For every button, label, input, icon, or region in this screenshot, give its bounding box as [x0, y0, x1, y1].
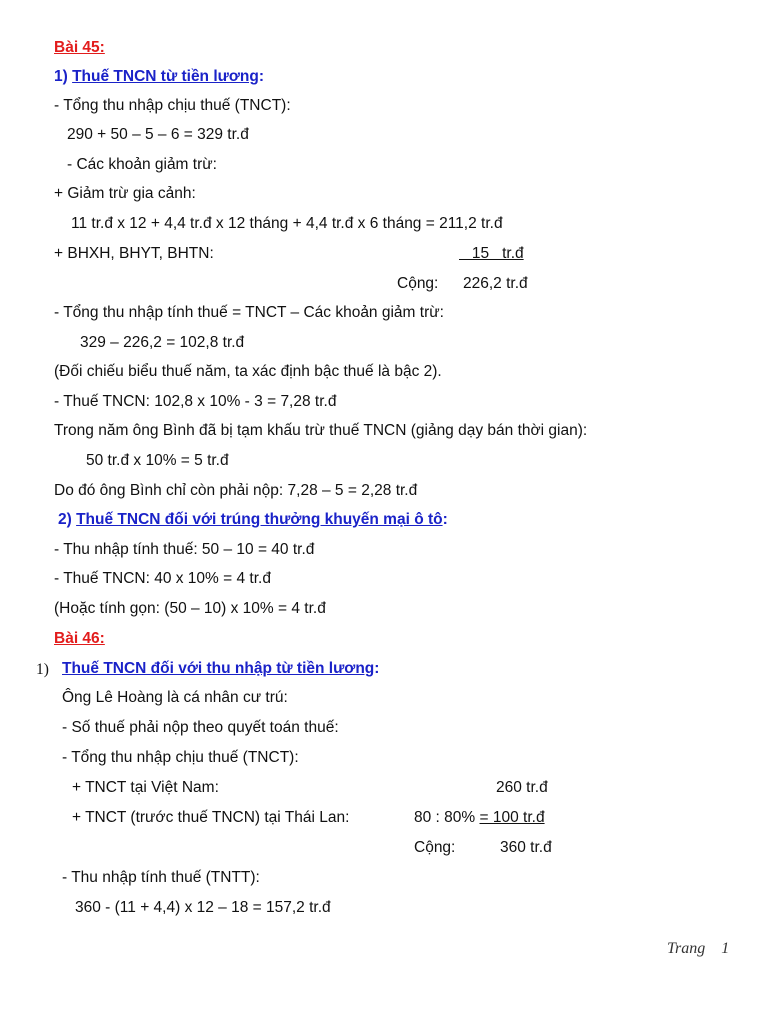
formula-line: 11 tr.đ x 12 + 4,4 tr.đ x 12 tháng + 4,4 tr.đ x 6 tháng = 211,2 tr.đ	[71, 215, 503, 232]
text-line: - Thuế TNCN: 102,8 x 10% - 3 = 7,28 tr.đ	[54, 393, 337, 410]
section-colon: :	[258, 68, 264, 85]
text-line: Trong năm ông Bình đã bị tạm khấu trừ thuế TNCN (giảng dạy bán thời gian):	[54, 422, 588, 439]
exercise-46-section-1-heading	[62, 659, 379, 679]
section-title: Thuế TNCN đối với thu nhập từ tiền lương	[62, 660, 375, 677]
page-footer	[667, 939, 729, 959]
text-line: - Thuế TNCN: 40 x 10% = 4 tr.đ	[54, 570, 271, 587]
page-number: 1	[721, 940, 730, 957]
formula-line: 360 - (11 + 4,4) x 12 – 18 = 157,2 tr.đ	[75, 899, 331, 916]
text-line: Do đó ông Bình chỉ còn phải nộp: 7,28 – 5 = 2,28 tr.đ	[54, 482, 418, 499]
total-value: 226,2 tr.đ	[463, 275, 528, 292]
insurance-value: 15 tr.đ	[459, 245, 524, 262]
text-line: (Đối chiếu biểu thuế năm, ta xác định bậc thuế là bậc 2).	[54, 363, 442, 380]
exercise-45-section-2-heading	[58, 510, 448, 530]
formula-line: 290 + 50 – 5 – 6 = 329 tr.đ	[67, 126, 249, 143]
section-colon: :	[442, 511, 448, 528]
income-thailand-value	[414, 808, 545, 828]
text-line: Ông Lê Hoàng là cá nhân cư trú:	[62, 689, 288, 706]
insurance-label: + BHXH, BHYT, BHTN:	[54, 245, 214, 262]
formula-line: 50 tr.đ x 10% = 5 tr.đ	[86, 452, 229, 469]
income-thailand-label: + TNCT (trước thuế TNCN) tại Thái Lan:	[72, 809, 350, 826]
exercise-45-section-1-heading	[54, 67, 264, 87]
exercise-45-title: Bài 45:	[54, 39, 105, 56]
text-line: - Thu nhập tính thuế (TNTT):	[62, 869, 260, 886]
total-label: Cộng:	[397, 275, 439, 292]
section-colon: :	[374, 660, 380, 677]
section-title: Thuế TNCN từ tiền lương	[72, 68, 259, 85]
text-line: (Hoặc tính gọn: (50 – 10) x 10% = 4 tr.đ	[54, 600, 326, 617]
section-number: 1)	[54, 68, 73, 85]
formula-line: 329 – 226,2 = 102,8 tr.đ	[80, 334, 245, 351]
income-thailand-result: = 100 tr.đ	[479, 809, 545, 826]
total-label: Cộng:	[414, 839, 456, 856]
text-line: + Giảm trừ gia cảnh:	[54, 185, 196, 202]
text-line: - Tổng thu nhập chịu thuế (TNCT):	[62, 749, 299, 766]
page-label: Trang	[667, 940, 706, 957]
text-line: - Các khoản giảm trừ:	[67, 156, 217, 173]
income-thailand-calc: 80 : 80%	[414, 809, 480, 826]
text-line: - Số thuế phải nộp theo quyết toán thuế:	[62, 719, 339, 736]
text-line: - Tổng thu nhập tính thuế = TNCT – Các khoản giảm trừ:	[54, 304, 444, 321]
income-vn-value: 260 tr.đ	[496, 779, 548, 796]
section-number: 1)	[36, 661, 49, 678]
total-value: 360 tr.đ	[500, 839, 552, 856]
section-number: 2)	[58, 511, 77, 528]
income-vn-label: + TNCT tại Việt Nam:	[72, 779, 219, 796]
section-title: Thuế TNCN đối với trúng thưởng khuyến mại ô tô	[76, 511, 443, 528]
text-line: - Tổng thu nhập chịu thuế (TNCT):	[54, 97, 291, 114]
text-line: - Thu nhập tính thuế: 50 – 10 = 40 tr.đ	[54, 541, 315, 558]
exercise-46-title: Bài 46:	[54, 630, 105, 647]
